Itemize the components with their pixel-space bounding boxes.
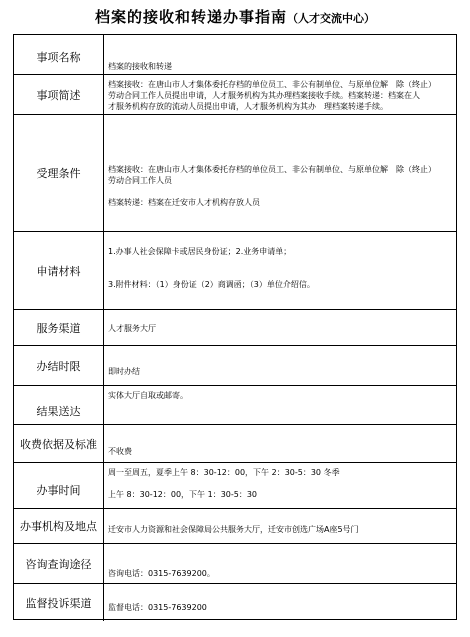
value-line: 不收费: [108, 447, 132, 456]
document-title: [0, 6, 470, 27]
title-sub: （人才交流中心）: [287, 12, 375, 25]
row-label: 申请材料: [14, 232, 104, 309]
row-location: [14, 508, 456, 543]
row-label: 监督投诉渠道: [14, 584, 104, 621]
row-label: 收费依据及标准: [14, 425, 104, 462]
row-value: [105, 544, 456, 583]
row-value: [105, 35, 456, 74]
row-value: [105, 463, 456, 508]
row-item-name: [14, 35, 456, 74]
row-value: [105, 115, 456, 231]
row-label: 咨询查询途径: [14, 544, 104, 583]
row-label: 结果送达: [14, 386, 104, 424]
guide-table: [13, 34, 457, 620]
value-line: 即时办结: [108, 367, 140, 376]
title-main: 档案的接收和转递办事指南: [94, 8, 287, 26]
row-value: [105, 232, 456, 309]
row-label: 受理条件: [14, 115, 104, 231]
row-summary: [14, 74, 456, 114]
row-complaint: [14, 583, 456, 621]
row-office-hours: [14, 462, 456, 508]
value-line: 周一至周五，夏季上午 8：30-12：00，下午 2：30-5：30 冬季: [108, 468, 340, 477]
row-result-delivery: [14, 385, 456, 424]
value-line: 才服务机构存放的流动人员提出申请，人才服务机构为其办 理档案转递手续。: [108, 102, 388, 111]
row-label: 事项简述: [14, 75, 104, 114]
row-label: 办事机构及地点: [14, 509, 104, 543]
row-value: [105, 346, 456, 385]
row-conditions: [14, 114, 456, 231]
row-value: [105, 75, 456, 114]
value-line: 3.附件材料：（1）身份证（2）商调函；（3）单位介绍信。: [108, 280, 315, 289]
row-value: [105, 425, 456, 462]
value-line: 人才服务大厅: [108, 324, 156, 333]
row-label: 服务渠道: [14, 310, 104, 345]
value-line: 咨询电话：0315-7639200。: [108, 569, 215, 578]
value-line: 劳动合同工作人员: [108, 176, 172, 185]
value-line: 监督电话：0315-7639200: [108, 603, 207, 612]
row-value: [105, 584, 456, 621]
value-line: 档案的接收和转递: [108, 62, 172, 71]
value-line: 档案接收：在唐山市人才集体委托存档的单位员工、非公有制单位、与原单位解 除（终止）: [108, 165, 436, 174]
value-line: 上午 8：30-12：00，下午 1：30-5：30: [108, 490, 258, 499]
row-label: 事项名称: [14, 35, 104, 74]
row-value: [105, 310, 456, 345]
value-line: 档案接收：在唐山市人才集体委托存档的单位员工、非公有制单位、与原单位解 除（终止）: [108, 80, 436, 89]
row-label: 办结时限: [14, 346, 104, 385]
row-value: [105, 509, 456, 543]
row-label: 办事时间: [14, 463, 104, 508]
value-line: 实体大厅自取或邮寄。: [108, 391, 188, 400]
row-time-limit: [14, 345, 456, 385]
row-fee: [14, 424, 456, 462]
row-materials: [14, 231, 456, 309]
value-line: 1.办事人社会保障卡或居民身份证；2.业务申请单；: [108, 247, 292, 256]
row-service-channel: [14, 309, 456, 345]
value-line: 劳动合同工作人员提出申请，人才服务机构为其办理档案接收手续。档案转递：档案在人: [108, 91, 420, 100]
row-value: [105, 386, 456, 424]
value-line: 档案转递：档案在迁安市人才机构存放人员: [108, 198, 260, 207]
value-line: 迁安市人力资源和社会保障局公共服务大厅，迁安市创选广场A座5号门: [108, 525, 359, 534]
row-inquiry: [14, 543, 456, 583]
